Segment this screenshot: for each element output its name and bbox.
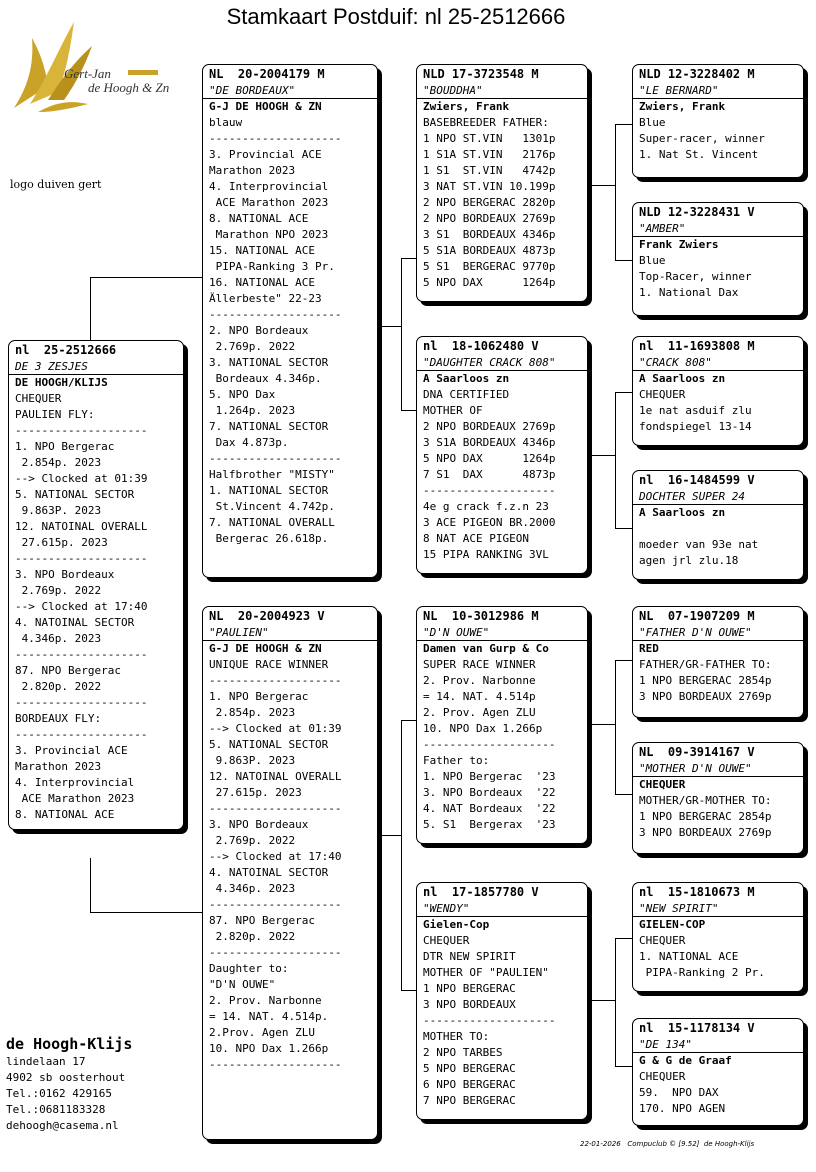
card-line: MOTHER/GR-MOTHER TO: xyxy=(639,794,772,807)
card-line: -------------------- xyxy=(209,898,342,911)
card-line: 2. NPO Bordeaux xyxy=(209,324,309,337)
connector-line xyxy=(615,1066,633,1067)
card-line: 4.346p. 2023 xyxy=(209,882,296,895)
pedigree-card-subject xyxy=(8,340,184,830)
connector-line xyxy=(615,392,616,528)
card-line: Blue xyxy=(639,254,666,267)
pedigree-card-mmf xyxy=(632,882,804,992)
connector-line xyxy=(401,720,417,721)
card-line: 12. NATOINAL OVERALL xyxy=(15,520,148,533)
card-line: DTR NEW SPIRIT xyxy=(423,950,516,963)
pigeon-name: "BOUDDHA" xyxy=(417,83,587,99)
ring-number: NL 20-2004179 M xyxy=(209,67,325,81)
card-line: 5. NPO Dax xyxy=(209,388,276,401)
card-line: 5. S1 Bergerax '23 xyxy=(423,818,556,831)
ring-number: nl 18-1062480 V xyxy=(423,339,539,353)
pigeon-name: DOCHTER SUPER 24 xyxy=(633,489,803,505)
card-body xyxy=(633,237,803,301)
ring-number: NLD 12-3228431 V xyxy=(639,205,755,219)
breeder-name: G & G de Graaf xyxy=(639,1054,732,1067)
card-line: -------------------- xyxy=(15,648,148,661)
card-line: 9.863P. 2023 xyxy=(209,754,296,767)
card-line: 16. NATIONAL ACE xyxy=(209,276,315,289)
card-line: 1. NPO Bergerac xyxy=(209,690,309,703)
card-line: MOTHER OF "PAULIEN" xyxy=(423,966,549,979)
card-line: 4. NAT Bordeaux '22 xyxy=(423,802,556,815)
card-line: MOTHER OF xyxy=(423,404,483,417)
card-line: 2.Prov. Agen ZLU xyxy=(209,1026,315,1039)
breeder-name: RED xyxy=(639,642,659,655)
connector-line xyxy=(589,724,615,725)
card-line: 27.615p. 2023 xyxy=(209,786,302,799)
ring-number: nl 15-1810673 M xyxy=(639,885,755,899)
ring-number: nl 25-2512666 xyxy=(15,343,117,357)
card-line: 1. NPO Bergerac xyxy=(15,440,115,453)
card-line: 3 S1A BORDEAUX 4346p xyxy=(423,436,556,449)
connector-line xyxy=(615,794,633,795)
card-line: 12. NATOINAL OVERALL xyxy=(209,770,342,783)
card-body xyxy=(417,99,587,291)
pigeon-name: "PAULIEN" xyxy=(203,625,377,641)
card-body xyxy=(203,641,377,1073)
card-line: 4. NATOINAL SECTOR xyxy=(15,616,135,629)
card-line: 170. NPO AGEN xyxy=(639,1102,726,1115)
owner-line: 4902 sb oosterhout xyxy=(6,1071,126,1084)
card-line: 4. Interprovincial xyxy=(209,180,329,193)
logo-alt-text: logo duiven gert xyxy=(10,178,102,191)
pedigree-card-mf xyxy=(416,606,588,844)
ring-number: NL 10-3012986 M xyxy=(423,609,539,623)
card-line: ACE Marathon 2023 xyxy=(209,196,329,209)
card-line: 8. NATIONAL ACE xyxy=(15,808,115,821)
connector-line xyxy=(615,124,616,260)
card-line: 2 NPO BORDEAUX 2769p xyxy=(423,212,556,225)
card-line: 5. NATIONAL SECTOR xyxy=(209,738,329,751)
card-line: 1. NPO Bergerac '23 xyxy=(423,770,556,783)
connector-line xyxy=(589,1000,615,1001)
card-line: 27.615p. 2023 xyxy=(15,536,108,549)
ring-number: NLD 12-3228402 M xyxy=(639,67,755,81)
pedigree-card-fm xyxy=(416,336,588,574)
ring-number: NL 07-1907209 M xyxy=(639,609,755,623)
card-line: 1 S1A ST.VIN 2176p xyxy=(423,148,556,161)
card-line: Ällerbeste" 22-23 xyxy=(209,292,322,305)
card-line: Father to: xyxy=(423,754,490,767)
card-line: 5 NPO DAX 1264p xyxy=(423,276,556,289)
card-line: Marathon 2023 xyxy=(209,164,296,177)
pigeon-name: "DAUGHTER CRACK 808" xyxy=(417,355,587,371)
card-line: fondspiegel 13-14 xyxy=(639,420,752,433)
ring-number: NL 09-3914167 V xyxy=(639,745,755,759)
card-line: 59. NPO DAX xyxy=(639,1086,719,1099)
card-line: 1. Nat St. Vincent xyxy=(639,148,759,161)
pedigree-card-fmf xyxy=(632,336,804,446)
connector-line xyxy=(90,912,204,913)
card-line: -------------------- xyxy=(209,674,342,687)
pedigree-card-fmm xyxy=(632,470,804,580)
card-line: 15. NATIONAL ACE xyxy=(209,244,315,257)
page-title: Stamkaart Postduif: nl 25-2512666 xyxy=(226,4,566,29)
card-line: 87. NPO Bergerac xyxy=(209,914,315,927)
card-line: 2.769p. 2022 xyxy=(15,584,102,597)
card-line: 3 NPO BORDEAUX xyxy=(423,998,516,1011)
card-line: 4e g crack f.z.n 23 xyxy=(423,500,549,513)
pigeon-name: "DE BORDEAUX" xyxy=(203,83,377,99)
card-line: 10. NPO Dax 1.266p xyxy=(209,1042,329,1055)
connector-line xyxy=(615,938,633,939)
ring-number: NLD 17-3723548 M xyxy=(423,67,539,81)
card-line: -------------------- xyxy=(15,424,148,437)
card-line: agen jrl zlu.18 xyxy=(639,554,739,567)
card-line: St.Vincent 4.742p. xyxy=(209,500,335,513)
card-line: 1 NPO ST.VIN 1301p xyxy=(423,132,556,145)
card-line: 2.769p. 2022 xyxy=(209,834,296,847)
card-line: Marathon NPO 2023 xyxy=(209,228,329,241)
card-line: 9.863P. 2023 xyxy=(15,504,102,517)
breeder-name: A Saarloos zn xyxy=(639,372,726,385)
card-line: 8 NAT ACE PIGEON xyxy=(423,532,529,545)
card-line: CHEQUER xyxy=(639,1070,686,1083)
card-line: "D'N OUWE" xyxy=(209,978,276,991)
card-line: 5 S1 BERGERAC 9770p xyxy=(423,260,556,273)
card-line: 1 NPO BERGERAC xyxy=(423,982,516,995)
card-line: -------------------- xyxy=(423,738,556,751)
card-line: -------------------- xyxy=(423,1014,556,1027)
card-line: 8. NATIONAL ACE xyxy=(209,212,309,225)
owner-line: lindelaan 17 xyxy=(6,1055,86,1068)
card-line: 1. National Dax xyxy=(639,286,739,299)
card-line: 2.820p. 2022 xyxy=(15,680,102,693)
pigeon-name: "NEW SPIRIT" xyxy=(633,901,803,917)
breeder-name: A Saarloos zn xyxy=(639,506,726,519)
card-line: -------------------- xyxy=(209,1058,342,1071)
pigeon-name: DE 3 ZESJES xyxy=(9,359,183,375)
card-body xyxy=(633,917,803,981)
logo xyxy=(8,16,188,116)
card-line: 3 NPO BORDEAUX 2769p xyxy=(639,826,772,839)
card-line: 3 NAT ST.VIN 10.199p xyxy=(423,180,556,193)
pedigree-card-fff xyxy=(632,64,804,178)
card-line: -------------------- xyxy=(423,484,556,497)
connector-line xyxy=(589,185,615,186)
card-line: Marathon 2023 xyxy=(15,760,102,773)
owner-line: Tel.:0162 429165 xyxy=(6,1087,112,1100)
card-line: 2.820p. 2022 xyxy=(209,930,296,943)
connector-line xyxy=(615,260,633,261)
card-line: 1 NPO BERGERAC 2854p xyxy=(639,674,772,687)
card-line: -------------------- xyxy=(15,552,148,565)
breeder-name: CHEQUER xyxy=(639,778,686,791)
owner-email: dehoogh@casema.nl xyxy=(6,1119,119,1132)
card-line: -------------------- xyxy=(209,802,342,815)
breeder-name: DE HOOGH/KLIJS xyxy=(15,376,108,389)
breeder-name: Damen van Gurp & Co xyxy=(423,642,549,655)
card-line: 3. NPO Bordeaux xyxy=(209,818,309,831)
pedigree-card-mmm xyxy=(632,1018,804,1126)
card-line: Halfbrother "MISTY" xyxy=(209,468,335,481)
connector-line xyxy=(615,660,633,661)
connector-line xyxy=(615,124,633,125)
card-line: CHEQUER xyxy=(639,934,686,947)
pigeon-name: "CRACK 808" xyxy=(633,355,803,371)
connector-line xyxy=(90,277,91,341)
pedigree-card-ff xyxy=(416,64,588,302)
card-line: Top-Racer, winner xyxy=(639,270,752,283)
card-line: 1 S1 ST.VIN 4742p xyxy=(423,164,556,177)
card-line: 2 NPO BORDEAUX 2769p xyxy=(423,420,556,433)
connector-line xyxy=(379,326,401,327)
breeder-name: GIELEN-COP xyxy=(639,918,706,931)
card-line: Daughter to: xyxy=(209,962,289,975)
card-line: 7. NATIONAL OVERALL xyxy=(209,516,335,529)
card-line: 5 NPO BERGERAC xyxy=(423,1062,516,1075)
card-line: Bergerac 26.618p. xyxy=(209,532,329,545)
card-line: 5 S1A BORDEAUX 4873p xyxy=(423,244,556,257)
card-line: 2. Prov. Narbonne xyxy=(423,674,536,687)
card-line: -------------------- xyxy=(15,728,148,741)
card-line: UNIQUE RACE WINNER xyxy=(209,658,329,671)
ring-number: nl 16-1484599 V xyxy=(639,473,755,487)
card-line: 5. NATIONAL SECTOR xyxy=(15,488,135,501)
card-body xyxy=(633,99,803,163)
card-body xyxy=(633,641,803,705)
owner-line: Tel.:0681183328 xyxy=(6,1103,106,1116)
pedigree-card-mff xyxy=(632,606,804,718)
card-line: 2 NPO TARBES xyxy=(423,1046,503,1059)
card-line: -------------------- xyxy=(209,452,342,465)
connector-line xyxy=(615,392,633,393)
card-body xyxy=(9,375,183,823)
card-line: 10. NPO Dax 1.266p xyxy=(423,722,543,735)
card-line: BORDEAUX FLY: xyxy=(15,712,102,725)
card-line: 5 NPO DAX 1264p xyxy=(423,452,556,465)
card-line: 7. NATIONAL SECTOR xyxy=(209,420,329,433)
breeder-name: G-J DE HOOGH & ZN xyxy=(209,100,322,113)
card-body xyxy=(417,371,587,563)
card-line: -------------------- xyxy=(209,946,342,959)
pigeon-name: "MOTHER D'N OUWE" xyxy=(633,761,803,777)
card-line: 1. NATIONAL ACE xyxy=(639,950,739,963)
connector-line xyxy=(615,660,616,794)
card-line: 2.854p. 2023 xyxy=(15,456,102,469)
footer-text: 22-01-2026 Compuclub © [9.52] de Hoogh-Klijs xyxy=(580,1140,755,1148)
connector-line xyxy=(615,528,633,529)
logo-line-2: de Hoogh & Zn xyxy=(88,80,170,95)
card-line: 3. Provincial ACE xyxy=(209,148,322,161)
breeder-name: A Saarloos zn xyxy=(423,372,510,385)
card-body xyxy=(633,371,803,435)
card-line: 7 S1 DAX 4873p xyxy=(423,468,556,481)
pedigree-card-mother xyxy=(202,606,378,1140)
breeder-name: G-J DE HOOGH & ZN xyxy=(209,642,322,655)
breeder-name: Frank Zwiers xyxy=(639,238,719,251)
card-line: 2 NPO BERGERAC 2820p xyxy=(423,196,556,209)
card-line: 3 ACE PIGEON BR.2000 xyxy=(423,516,556,529)
pigeon-name: "LE BERNARD" xyxy=(633,83,803,99)
card-line: 6 NPO BERGERAC xyxy=(423,1078,516,1091)
card-line: -------------------- xyxy=(15,696,148,709)
card-line: 3. NPO Bordeaux '22 xyxy=(423,786,556,799)
connector-line xyxy=(90,858,91,912)
ring-number: nl 17-1857780 V xyxy=(423,885,539,899)
card-line: 1 NPO BERGERAC 2854p xyxy=(639,810,772,823)
breeder-name: Gielen-Cop xyxy=(423,918,490,931)
card-line: -------------------- xyxy=(209,132,342,145)
pedigree-card-father xyxy=(202,64,378,578)
card-line: 15 PIPA RANKING 3VL xyxy=(423,548,549,561)
card-line: FATHER/GR-FATHER TO: xyxy=(639,658,772,671)
card-line: moeder van 93e nat xyxy=(639,538,759,551)
card-line: 4. NATOINAL SECTOR xyxy=(209,866,329,879)
connector-line xyxy=(401,410,417,411)
connector-line xyxy=(401,258,402,410)
card-body xyxy=(417,641,587,833)
card-body xyxy=(633,1053,803,1117)
card-body xyxy=(203,99,377,547)
card-line: Dax 4.873p. xyxy=(209,436,289,449)
card-line: 4.346p. 2023 xyxy=(15,632,102,645)
card-line: CHEQUER xyxy=(15,392,62,405)
card-body xyxy=(633,505,803,569)
card-line: Blue xyxy=(639,116,666,129)
card-line: 87. NPO Bergerac xyxy=(15,664,121,677)
card-line: 3. NATIONAL SECTOR xyxy=(209,356,329,369)
connector-line xyxy=(401,990,417,991)
ring-number: NL 20-2004923 V xyxy=(209,609,325,623)
ring-number: nl 15-1178134 V xyxy=(639,1021,755,1035)
card-line: 3 S1 BORDEAUX 4346p xyxy=(423,228,556,241)
card-line: 3. NPO Bordeaux xyxy=(15,568,115,581)
connector-line xyxy=(401,258,417,259)
pigeon-name: "DE 134" xyxy=(633,1037,803,1053)
connector-line xyxy=(615,938,616,1066)
card-line: SUPER RACE WINNER xyxy=(423,658,536,671)
card-line: MOTHER TO: xyxy=(423,1030,490,1043)
pedigree-card-mfm xyxy=(632,742,804,854)
card-line: 2.854p. 2023 xyxy=(209,706,296,719)
card-line: --> Clocked at 01:39 xyxy=(15,472,148,485)
card-line: = 14. NAT. 4.514p. xyxy=(209,1010,329,1023)
card-line: Bordeaux 4.346p. xyxy=(209,372,322,385)
pigeon-name: "WENDY" xyxy=(417,901,587,917)
card-line: ACE Marathon 2023 xyxy=(15,792,135,805)
card-line: Super-racer, winner xyxy=(639,132,765,145)
card-line: 7 NPO BERGERAC xyxy=(423,1094,516,1107)
card-line: --> Clocked at 01:39 xyxy=(209,722,342,735)
card-line: PIPA-Ranking 2 Pr. xyxy=(639,966,765,979)
pedigree-card-ffm xyxy=(632,202,804,316)
card-line: = 14. NAT. 4.514p xyxy=(423,690,536,703)
breeder-name: Zwiers, Frank xyxy=(423,100,510,113)
card-line xyxy=(639,521,797,537)
card-line: --> Clocked at 17:40 xyxy=(209,850,342,863)
connector-line xyxy=(401,720,402,990)
card-body xyxy=(417,917,587,1109)
pigeon-name: "FATHER D'N OUWE" xyxy=(633,625,803,641)
card-line: PAULIEN FLY: xyxy=(15,408,95,421)
card-line: DNA CERTIFIED xyxy=(423,388,510,401)
ring-number: nl 11-1693808 M xyxy=(639,339,755,353)
owner-block xyxy=(6,1034,132,1134)
connector-line xyxy=(589,455,615,456)
owner-name: de Hoogh-Klijs xyxy=(6,1035,133,1053)
card-line: 2.769p. 2022 xyxy=(209,340,296,353)
card-line: CHEQUER xyxy=(639,388,686,401)
card-line: 1. NATIONAL SECTOR xyxy=(209,484,329,497)
card-line: 2. Prov. Agen ZLU xyxy=(423,706,536,719)
card-line: CHEQUER xyxy=(423,934,470,947)
card-line: 1e nat asduif zlu xyxy=(639,404,752,417)
card-line: 3 NPO BORDEAUX 2769p xyxy=(639,690,772,703)
card-line: 4. Interprovincial xyxy=(15,776,135,789)
card-body xyxy=(633,777,803,841)
card-line: BASEBREEDER FATHER: xyxy=(423,116,549,129)
pigeon-name: "D'N OUWE" xyxy=(417,625,587,641)
connector-line xyxy=(379,835,401,836)
breeder-name: Zwiers, Frank xyxy=(639,100,726,113)
card-line: 3. Provincial ACE xyxy=(15,744,128,757)
card-line: 2. Prov. Narbonne xyxy=(209,994,322,1007)
pigeon-name: "AMBER" xyxy=(633,221,803,237)
card-line: --> Clocked at 17:40 xyxy=(15,600,148,613)
logo-line-1: Gert-Jan xyxy=(64,66,111,81)
card-line: 1.264p. 2023 xyxy=(209,404,296,417)
card-line: blauw xyxy=(209,116,243,129)
pedigree-card-mm xyxy=(416,882,588,1120)
card-line: PIPA-Ranking 3 Pr. xyxy=(209,260,335,273)
connector-line xyxy=(90,277,204,278)
card-line: -------------------- xyxy=(209,308,342,321)
